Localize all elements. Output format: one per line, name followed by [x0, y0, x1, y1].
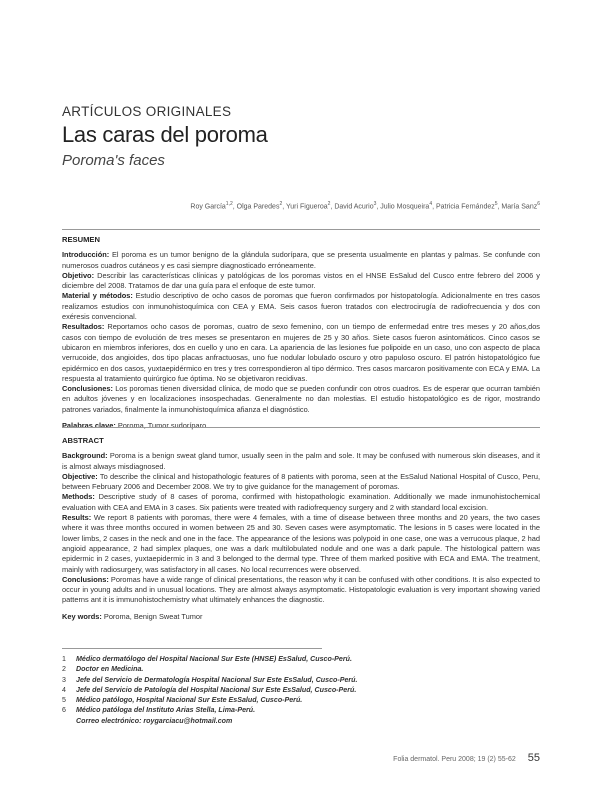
footnote-item — [62, 695, 540, 705]
footnote-divider — [62, 648, 322, 649]
journal-citation: Folia dermatol. Peru 2008; 19 (2) 55-62 — [393, 756, 516, 763]
abstract-paragraph — [62, 513, 540, 575]
abstract-paragraphs — [62, 451, 540, 605]
resumen-paragraphs — [62, 250, 540, 415]
footnote-item — [62, 705, 540, 715]
footnotes — [62, 654, 540, 726]
page-footer — [393, 752, 540, 764]
divider — [62, 427, 540, 428]
resumen-paragraph — [62, 291, 540, 322]
abstract-heading: ABSTRACT — [62, 436, 104, 445]
keywords-text: Poroma, Benign Sweat Tumor — [101, 611, 203, 621]
footnote-text: Médico patóloga del Instituto Arias Stella, Lima-Perú. — [76, 706, 256, 715]
article-title: Las caras del poroma — [62, 122, 268, 147]
resumen-paragraph — [62, 322, 540, 384]
author-affiliation: 2 — [279, 201, 283, 207]
footnote-number: 2 — [62, 665, 66, 674]
page-number: 55 — [527, 752, 540, 764]
footnote-item — [62, 685, 540, 695]
paragraph-text: We report 8 patients with poromas, there were 4 females, with a time of disease between three months and 20 years, the two cases where it was three months occured in women between 25 and 30. Seven cases were asymptomatic. The lesions in 5 cases were located in the lower limbs, 2 cases in the neck and one in the face. The appearance of the lesions was polypoid in one case, one was a verrucous plaque, 2 had angioid appearance, 2 had simplex plaques, one was a dark multilobulated nodule and one was a dark papule. The histological pattern was epidermic in 2 cases, yuxtaepidermic in 3 and 3 belonged to the dermal type. Three of them marked positive with ECA and EMA. The treatment, mainly with radiosurgery, was satisfactory in all cases. No local recurrences were observed. — [62, 513, 540, 574]
footnote-text: Jefe del Servicio de Patología del Hospital Nacional Sur Este EsSalud, Cusco-Perú. — [76, 685, 357, 694]
paragraph-text: To describe the clinical and histopathologic features of 8 patients with poroma, seen at the EsSalud National Hospital of Cusco, Peru, between February 2006 and December 2008. We try to give guidance for the management of poromas. — [62, 471, 540, 492]
resumen-section — [62, 235, 540, 431]
author-name: Yuri Figueroa — [286, 203, 328, 211]
resumen-paragraph — [62, 384, 540, 415]
keywords-label: Key words: — [62, 611, 102, 621]
paragraph-text: Estudio descriptivo de ocho casos de poromas que fueron confirmados por histopatología. Adicionalmente en tres casos realizamos estudios con inmunohistoquímica con CEA y EMA. Seis casos fueron tratados con electrocirugía de radiofrecuencia y dos con exéresis convencional. — [62, 291, 540, 322]
abstract-section — [62, 436, 540, 622]
footnote-item — [62, 654, 540, 664]
footnote-text: Médico dermatólogo del Hospital Nacional Sur Este (HNSE) EsSalud, Cusco-Perú. — [76, 655, 352, 663]
paragraph-label: Conclusions: — [62, 574, 109, 584]
abstract-paragraph — [62, 451, 540, 472]
author-name: David Acurio — [334, 203, 374, 211]
paragraph-label: Objective: — [62, 471, 98, 481]
paragraph-text: Reportamos ocho casos de poromas, cuatro de sexo femenino, con un tiempo de enfermedad entre tres meses y 20 años,dos casos con tiempo de evolución de tres meses se presentaron en mujeres de 25 y 30 años. Siete casos fueron asintomáticos. Cinco casos se ubicaron en miembros inferiores, dos en cuello y uno en cara. La apariencia de las lesiones fue polipoide en un caso, uno con aspecto de placa verrucoide, dos angioides, dos tipo placas anfractuosas, uno fue nodular lobulado oscuro y otro papuloso oscuro. El patrón histopatológico fue epidérmico en dos casos, yuxtaepidérmico en tres y tres correspondieron al tipo dérmico. Tres casos marcaron positivamente con ECA y EMA. La respuesta al tratamiento quirúrgico fue óptima. No se objetivaron recidivas. — [62, 322, 540, 383]
footnote-item — [62, 664, 540, 674]
article-subtitle: Poroma's faces — [62, 152, 165, 169]
paragraph-label: Resultados: — [62, 322, 105, 332]
author-affiliation: 3 — [373, 201, 377, 207]
author-affiliation: 6 — [537, 201, 540, 207]
paragraph-text: El poroma es un tumor benigno de la glándula sudorípara, que se presenta usualmente en plantas y palmas. Se confunde con numerosos cuadros cutáneos y es casi siempre diagnosticado erróneamente. — [62, 250, 540, 270]
author-affiliation: 1,2 — [225, 201, 233, 207]
author-affiliation: 5 — [494, 201, 498, 207]
footnote-number: 4 — [62, 685, 66, 694]
abstract-keywords — [62, 612, 540, 622]
author-list: Roy García$^{1,2}$, Olga Paredes$^2$, Yuri Figueroa$^2$, David Acurio$^3$, Julio Mosqueira$^4$, Patricia Fernández$^5$, María Sanz$^6$ — [190, 201, 540, 211]
paragraph-label: Conclusiones: — [62, 384, 113, 394]
paragraph-label: Material y métodos: — [62, 291, 133, 301]
abstract-paragraph — [62, 575, 540, 606]
paragraph-label: Background: — [62, 451, 108, 461]
paragraph-text: Poroma is a benign sweat gland tumor, usually seen in the palm and sole. It may be confused with numerous skin diseases, and it is almost always misdiagnosed. — [62, 451, 540, 471]
footnote-item — [62, 675, 540, 685]
author-name: Julio Mosqueira — [380, 203, 430, 211]
paragraph-text: Describir las características clínicas y patológicas de los poromas vistos en el HNSE EsSalud del Cusco entre febrero del 2006 y diciembre del 2008. Tratamos de dar una guía para el enfoque de este tumor. — [62, 270, 540, 291]
footnote-number: 1 — [62, 655, 66, 663]
paragraph-label: Objetivo: — [62, 270, 95, 280]
keywords-text: Poroma, Tumor sudoríparo. — [115, 421, 209, 431]
author-affiliation: 2 — [327, 201, 331, 207]
footnote-list — [62, 654, 540, 716]
email-line: Correo electrónico: roygarciacu@hotmail.com — [76, 716, 233, 725]
footnote-text: Jefe del Servicio de Dermatología Hospital Nacional Sur Este EsSalud, Cusco-Perú. — [76, 675, 358, 684]
footnote-number: 6 — [62, 706, 66, 715]
paragraph-label: Introducción: — [62, 250, 110, 260]
keywords-label: Palabras clave: — [62, 421, 116, 431]
author-name: Olga Paredes — [236, 203, 280, 211]
footnote-text: Médico patólogo, Hospital Nacional Sur Este EsSalud, Cusco-Perú. — [76, 696, 303, 705]
divider — [62, 229, 540, 230]
footnote-number: 5 — [62, 696, 66, 705]
footnote-text: Doctor en Medicina. — [76, 665, 144, 674]
author-affiliation: 4 — [429, 201, 433, 207]
resumen-paragraph — [62, 250, 540, 271]
author-name: Patricia Fernández — [435, 203, 495, 211]
resumen-heading: RESUMEN — [62, 235, 100, 244]
resumen-paragraph — [62, 271, 540, 292]
paragraph-label: Methods: — [62, 492, 95, 502]
section-label: ARTÍCULOS ORIGINALES — [62, 104, 232, 119]
paragraph-text: Los poromas tienen diversidad clínica, de modo que se pueden confundir con otros cuadros. Es de esperar que ocurran también en adultos jóvenes y en localizaciones insospechadas. Generalmente no dan molestias. El estudio histopatológico es de rigor, mostrando patrones variados, finalmente la inmunohistoquímica afianza el diagnóstico. — [62, 384, 540, 414]
paragraph-text: Poromas have a wide range of clinical presentations, the reason why it can be confused with other conditions. It is also expected to occur in young adults and in unusual locations. They are almost always asymptomatic. Histopatologic evaluation is very important showing varied patterns ant it is immunohistochemistry what ultimately enhances the diagnostic. — [62, 574, 540, 605]
paragraph-text: Descriptive study of 8 cases of poroma, confirmed with histopathologic examination. Additionally we made inmunohistochemical evaluation with CEA and EMA in 3 cases. Six patients were treated with radiofrequency surgery and 2 with standard local excision. — [62, 492, 540, 512]
abstract-paragraph — [62, 492, 540, 513]
author-name: Roy García — [190, 203, 226, 211]
abstract-paragraph — [62, 472, 540, 493]
paragraph-label: Results: — [62, 513, 92, 523]
author-name: María Sanz — [501, 203, 538, 211]
footnote-number: 3 — [62, 675, 66, 684]
